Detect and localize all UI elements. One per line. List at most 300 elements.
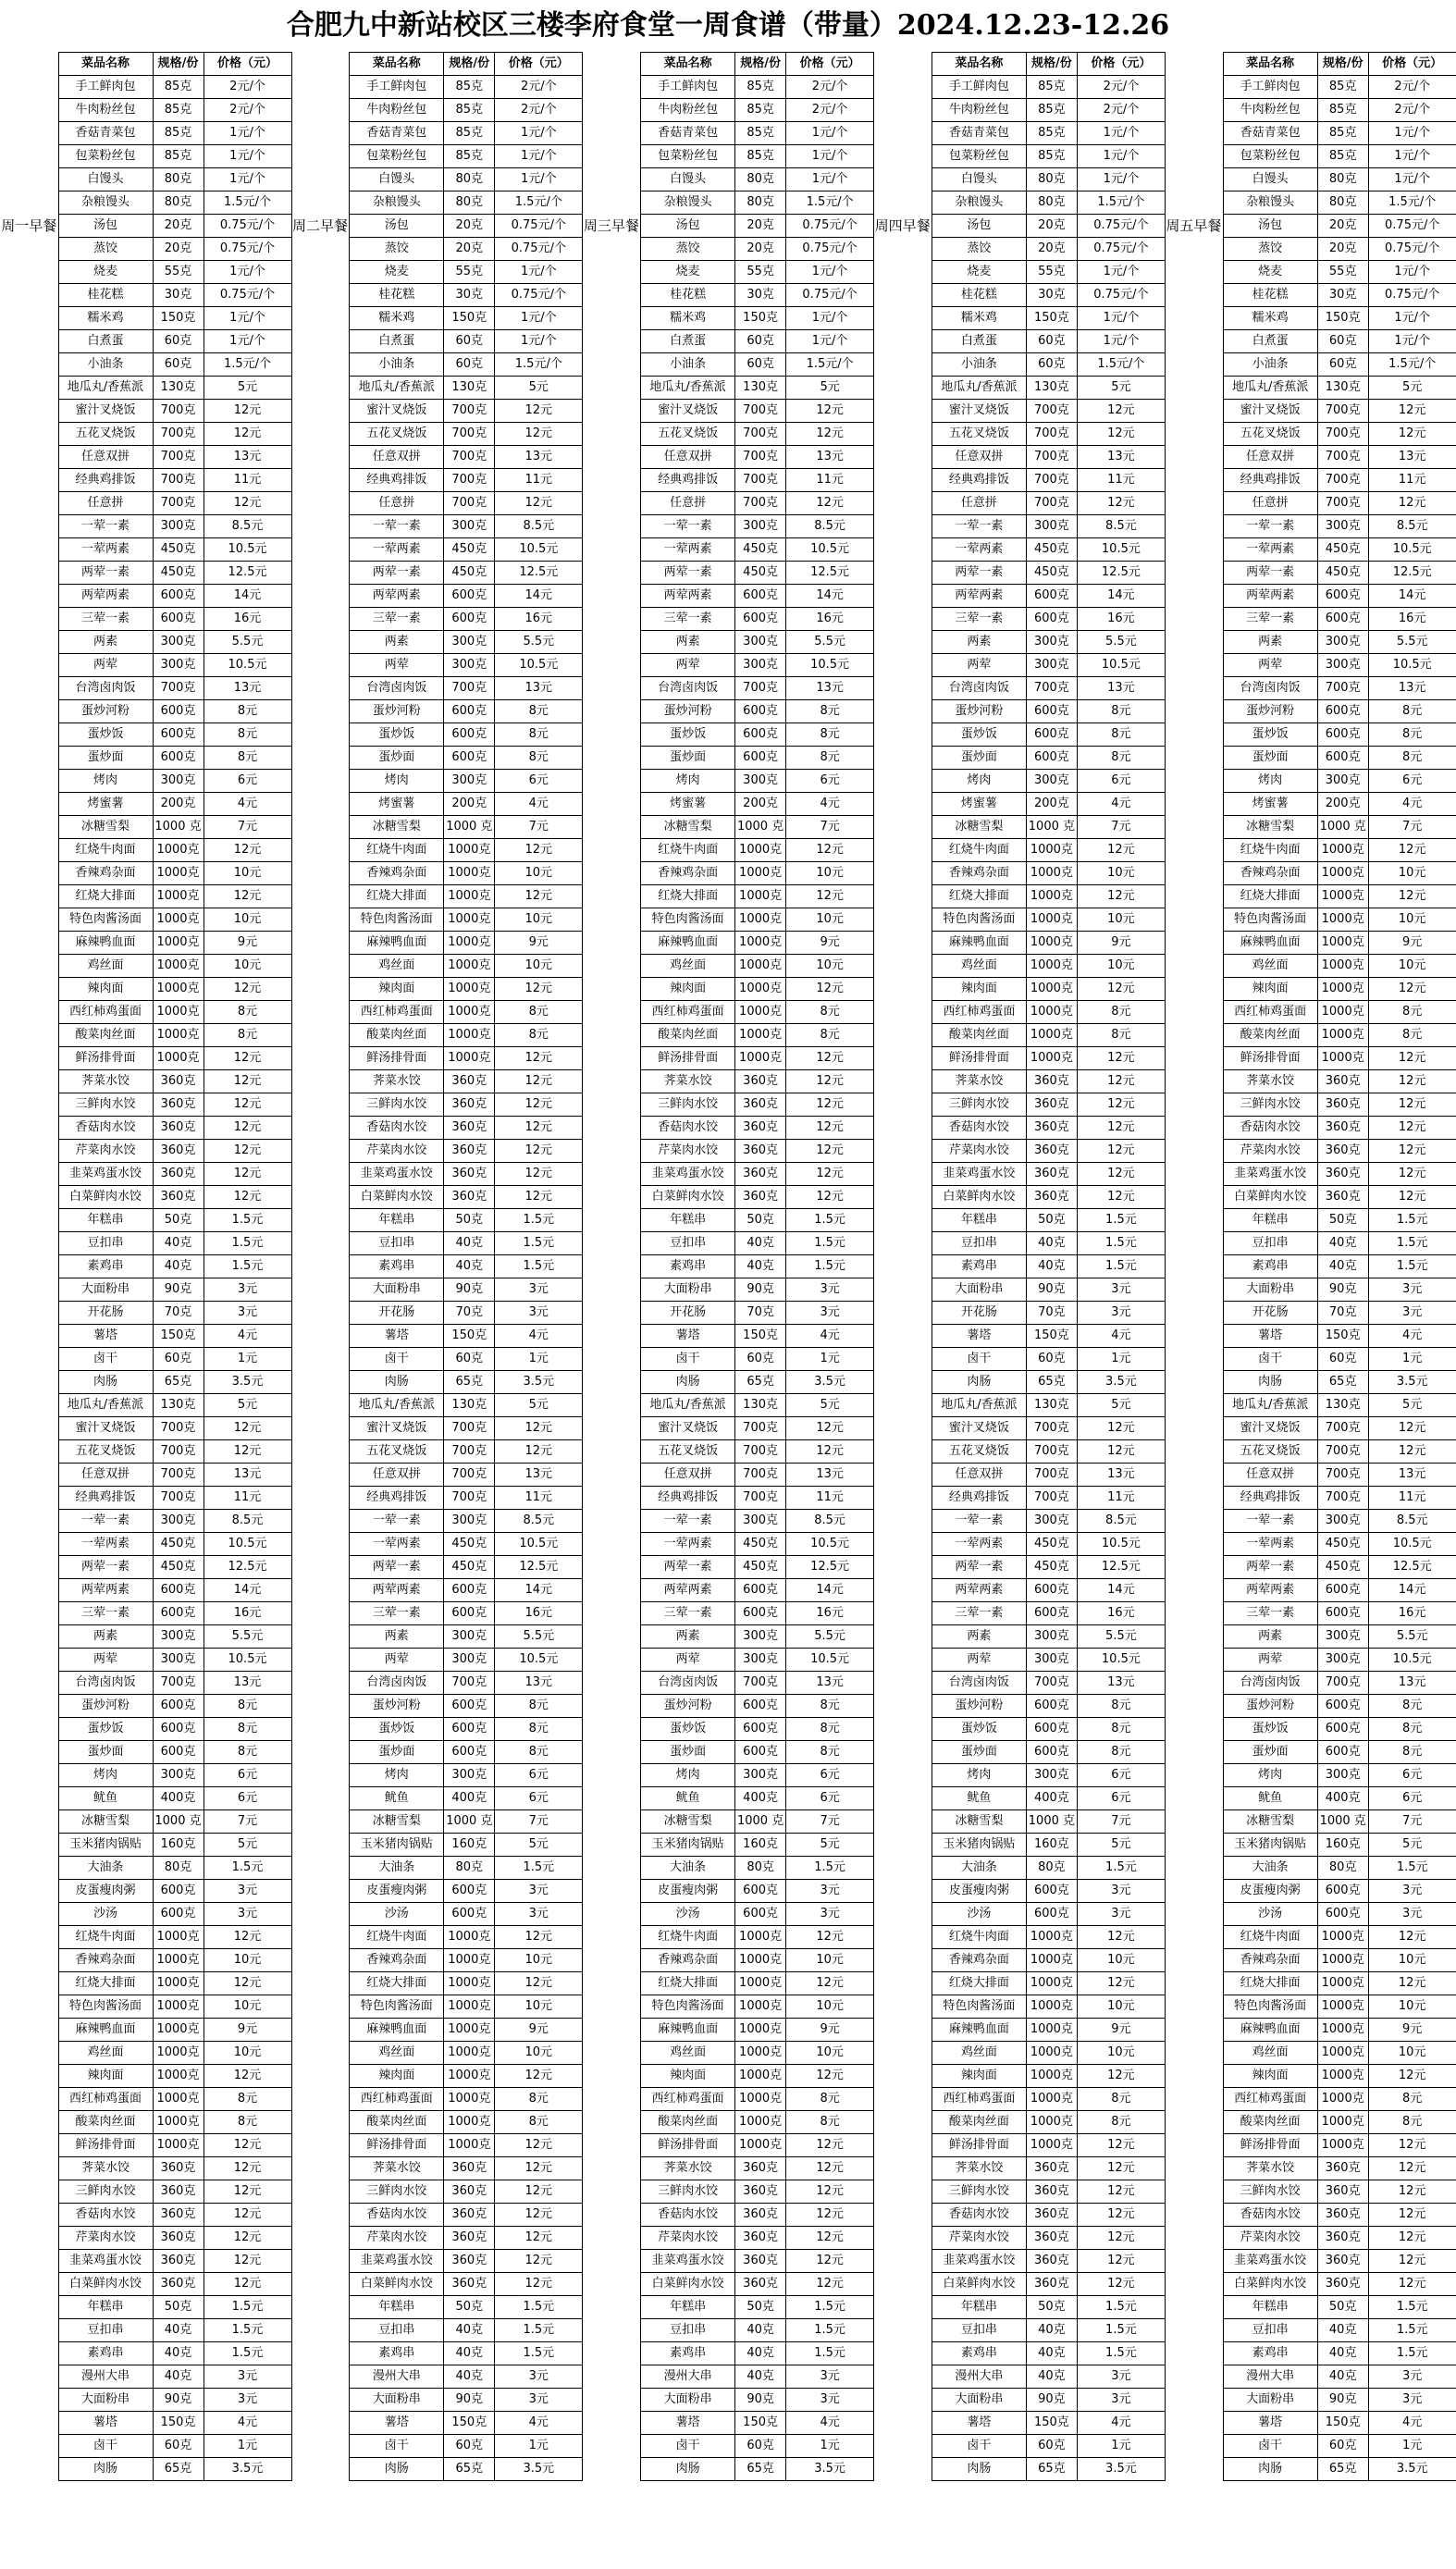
dish-spec: 65克	[444, 1371, 495, 1394]
header-spec: 规格/份	[444, 53, 495, 76]
dish-price: 12元	[1077, 1047, 1165, 1070]
dish-spec: 20克	[153, 238, 204, 261]
dish-spec: 90克	[1317, 1278, 1368, 1302]
dish-price: 8.5元	[786, 1510, 874, 1533]
dish-name: 红烧牛肉面	[350, 839, 444, 862]
dish-spec: 700克	[1317, 492, 1368, 515]
dish-spec: 1000克	[735, 1926, 786, 1949]
dish-name: 任意拼	[641, 492, 735, 515]
dish-spec: 40克	[444, 1255, 495, 1278]
dish-name: 香菇青菜包	[350, 122, 444, 145]
dish-spec: 600克	[153, 1880, 204, 1903]
dish-spec: 600克	[735, 1579, 786, 1602]
dish-spec: 700克	[444, 1487, 495, 1510]
dish-name: 五花叉烧饭	[58, 1440, 153, 1464]
dish-name: 杂粮馒头	[58, 191, 153, 215]
dish-spec: 700克	[735, 492, 786, 515]
dish-spec: 80克	[1026, 191, 1077, 215]
dish-spec: 90克	[1026, 1278, 1077, 1302]
dish-price: 12.5元	[1368, 1556, 1456, 1579]
dish-spec: 1000克	[444, 908, 495, 932]
dish-name: 蜜汁叉烧饭	[350, 1417, 444, 1440]
dish-name: 三鲜肉水饺	[932, 2180, 1026, 2204]
dish-name: 酸菜肉丝面	[1223, 2111, 1317, 2134]
dish-price: 12元	[495, 1070, 583, 1093]
dish-price: 8元	[204, 1001, 291, 1024]
dish-price: 1.5元	[1077, 1857, 1165, 1880]
dish-name: 香菇肉水饺	[350, 1117, 444, 1140]
dish-price: 12元	[204, 2250, 291, 2273]
dish-spec: 300克	[444, 1764, 495, 1787]
dish-name: 荠菜水饺	[350, 2157, 444, 2180]
dish-price: 12元	[495, 1047, 583, 1070]
dish-name: 酸菜肉丝面	[350, 1024, 444, 1047]
dish-name: 卤干	[932, 2435, 1026, 2458]
dish-name: 肉肠	[1223, 2458, 1317, 2481]
dish-price: 1.5元	[786, 2319, 874, 2342]
dish-spec: 360克	[153, 1117, 204, 1140]
dish-price: 12元	[1077, 978, 1165, 1001]
dish-price: 0.75元/个	[1368, 215, 1456, 238]
dish-spec: 130克	[153, 1394, 204, 1417]
dish-name: 蛋炒饭	[1223, 1718, 1317, 1741]
dish-price: 6元	[204, 770, 291, 793]
dish-name: 辣肉面	[932, 2065, 1026, 2088]
dish-spec: 60克	[1026, 353, 1077, 377]
dish-spec: 700克	[153, 400, 204, 423]
dish-name: 红烧牛肉面	[350, 1926, 444, 1949]
dish-price: 13元	[1368, 677, 1456, 700]
dish-name: 糯米鸡	[58, 307, 153, 330]
dish-spec: 450克	[444, 538, 495, 562]
dish-price: 1.5元	[1368, 1857, 1456, 1880]
dish-price: 9元	[495, 932, 583, 955]
dish-spec: 150克	[1026, 1325, 1077, 1348]
dish-name: 芹菜肉水饺	[350, 1140, 444, 1163]
dish-name: 两荤两素	[641, 1579, 735, 1602]
dish-price: 1元	[786, 1348, 874, 1371]
dish-name: 五花叉烧饭	[932, 1440, 1026, 1464]
dish-spec: 300克	[735, 1625, 786, 1649]
dish-name: 三荤一素	[641, 608, 735, 631]
dish-name: 荠菜水饺	[932, 1070, 1026, 1093]
dish-price: 12元	[1077, 492, 1165, 515]
dish-price: 12元	[1077, 1417, 1165, 1440]
dish-price: 1元/个	[495, 168, 583, 191]
dish-price: 7元	[1368, 816, 1456, 839]
dish-price: 10.5元	[495, 1533, 583, 1556]
dish-price: 0.75元/个	[1077, 284, 1165, 307]
dish-spec: 1000 克	[444, 816, 495, 839]
dish-name: 素鸡串	[1223, 2342, 1317, 2365]
dish-spec: 150克	[735, 1325, 786, 1348]
dish-name: 任意双拼	[58, 446, 153, 469]
dish-spec: 50克	[1026, 1209, 1077, 1232]
lunch-blank-label	[1165, 377, 1223, 1394]
dish-price: 11元	[204, 1487, 291, 1510]
dish-price: 12元	[1077, 2180, 1165, 2204]
dish-name: 皮蛋瘦肉粥	[350, 1880, 444, 1903]
dish-price: 13元	[1077, 677, 1165, 700]
dish-price: 7元	[1077, 1810, 1165, 1834]
dish-name: 五花叉烧饭	[1223, 1440, 1317, 1464]
dish-name: 豆扣串	[641, 2319, 735, 2342]
dish-spec: 80克	[1026, 168, 1077, 191]
dish-spec: 360克	[1317, 1093, 1368, 1117]
dish-name: 任意拼	[932, 492, 1026, 515]
dish-price: 13元	[786, 446, 874, 469]
dish-spec: 360克	[735, 2250, 786, 2273]
dish-spec: 90克	[153, 1278, 204, 1302]
dish-name: 一荤两素	[350, 1533, 444, 1556]
dish-name: 手工鲜肉包	[641, 76, 735, 99]
dish-spec: 1000克	[735, 839, 786, 862]
dish-price: 12元	[495, 2273, 583, 2296]
header-blank-cell	[1165, 53, 1223, 76]
dish-name: 辣肉面	[641, 2065, 735, 2088]
dish-price: 1.5元	[786, 1232, 874, 1255]
dish-price: 12元	[204, 423, 291, 446]
dish-name: 鱿鱼	[350, 1787, 444, 1810]
dish-name: 大油条	[350, 1857, 444, 1880]
dish-price: 1元/个	[495, 330, 583, 353]
dish-spec: 40克	[153, 1255, 204, 1278]
dish-spec: 60克	[1026, 2435, 1077, 2458]
dish-name: 烤肉	[350, 1764, 444, 1787]
dish-name: 蒸饺	[1223, 238, 1317, 261]
header-dish-name: 菜品名称	[1223, 53, 1317, 76]
dish-spec: 1000克	[735, 2019, 786, 2042]
weekly-menu-grid	[0, 52, 1456, 2567]
dish-name: 漫州大串	[641, 2365, 735, 2389]
dish-name: 牛肉粉丝包	[58, 99, 153, 122]
dish-price: 10元	[495, 1995, 583, 2019]
dish-price: 12元	[1077, 885, 1165, 908]
dish-price: 12元	[786, 1926, 874, 1949]
dish-name: 红烧大排面	[641, 1972, 735, 1995]
dish-spec: 700克	[1026, 446, 1077, 469]
dish-name: 特色肉酱汤面	[58, 1995, 153, 2019]
dish-name: 一荤两素	[58, 1533, 153, 1556]
dish-spec: 1000克	[444, 932, 495, 955]
dish-spec: 60克	[153, 353, 204, 377]
dish-price: 12.5元	[1077, 562, 1165, 585]
dish-spec: 200克	[444, 793, 495, 816]
dish-price: 1元	[204, 1348, 291, 1371]
dish-name: 香辣鸡杂面	[1223, 862, 1317, 885]
dish-price: 13元	[204, 1672, 291, 1695]
dish-name: 任意拼	[350, 492, 444, 515]
dish-name: 台湾卤肉饭	[350, 677, 444, 700]
dish-name: 五花叉烧饭	[641, 423, 735, 446]
dish-spec: 1000克	[444, 955, 495, 978]
dish-price: 12元	[204, 2227, 291, 2250]
dish-price: 1元/个	[204, 168, 291, 191]
dish-spec: 85克	[1026, 99, 1077, 122]
dish-spec: 600克	[153, 747, 204, 770]
dish-spec: 600克	[1026, 1880, 1077, 1903]
dish-price: 12元	[204, 2273, 291, 2296]
dish-spec: 600克	[1026, 585, 1077, 608]
dish-price: 13元	[1368, 446, 1456, 469]
dish-price: 14元	[1077, 1579, 1165, 1602]
dish-price: 3元	[495, 1278, 583, 1302]
dish-price: 10元	[786, 908, 874, 932]
dish-spec: 60克	[1026, 1348, 1077, 1371]
dish-name: 蛋炒面	[350, 747, 444, 770]
dish-price: 3元	[1077, 2389, 1165, 2412]
dish-spec: 1000克	[735, 1949, 786, 1972]
dish-name: 红烧大排面	[641, 885, 735, 908]
meal-label: 周一早餐	[0, 76, 58, 377]
dish-price: 12元	[1368, 1047, 1456, 1070]
dish-spec: 600克	[1026, 1695, 1077, 1718]
dish-spec: 1000克	[444, 2042, 495, 2065]
dish-price: 16元	[1077, 608, 1165, 631]
dish-name: 香辣鸡杂面	[932, 1949, 1026, 1972]
dish-price: 12元	[1077, 2273, 1165, 2296]
dish-spec: 40克	[1317, 2365, 1368, 2389]
dish-price: 8元	[495, 723, 583, 747]
dish-spec: 1000克	[735, 955, 786, 978]
dish-price: 10.5元	[786, 1649, 874, 1672]
dish-spec: 1000克	[1026, 1926, 1077, 1949]
dish-spec: 300克	[1026, 515, 1077, 538]
dish-name: 年糕串	[1223, 1209, 1317, 1232]
dish-spec: 160克	[444, 1834, 495, 1857]
dish-price: 12元	[204, 1417, 291, 1440]
dish-price: 0.75元/个	[204, 238, 291, 261]
dish-spec: 65克	[1317, 1371, 1368, 1394]
dish-spec: 360克	[735, 1117, 786, 1140]
table-row	[0, 1394, 291, 1417]
dish-spec: 360克	[444, 1117, 495, 1140]
dish-name: 红烧牛肉面	[58, 839, 153, 862]
dish-name: 芹菜肉水饺	[641, 1140, 735, 1163]
dish-spec: 1000克	[735, 908, 786, 932]
dish-name: 薯塔	[641, 1325, 735, 1348]
dish-name: 烤蜜薯	[58, 793, 153, 816]
dish-price: 12元	[1368, 2204, 1456, 2227]
dish-name: 鲜汤排骨面	[932, 1047, 1026, 1070]
dish-price: 12元	[1368, 423, 1456, 446]
dish-spec: 50克	[1317, 1209, 1368, 1232]
dish-name: 两荤	[58, 1649, 153, 1672]
dish-spec: 1000克	[1317, 1972, 1368, 1995]
dish-spec: 1000克	[1026, 1047, 1077, 1070]
dish-name: 白菜鲜肉水饺	[1223, 1186, 1317, 1209]
dish-spec: 1000克	[1026, 978, 1077, 1001]
dish-name: 蛋炒面	[1223, 747, 1317, 770]
dish-price: 1元/个	[1368, 261, 1456, 284]
dish-spec: 60克	[1317, 2435, 1368, 2458]
dish-name: 地瓜丸/香蕉派	[932, 377, 1026, 400]
dish-spec: 360克	[153, 1186, 204, 1209]
dish-spec: 85克	[444, 122, 495, 145]
dish-name: 韭菜鸡蛋水饺	[58, 2250, 153, 2273]
dish-name: 三荤一素	[1223, 1602, 1317, 1625]
dish-spec: 300克	[735, 515, 786, 538]
dish-price: 1元/个	[204, 122, 291, 145]
dish-spec: 60克	[735, 330, 786, 353]
dish-price: 5元	[1077, 1394, 1165, 1417]
dish-price: 1.5元	[204, 1255, 291, 1278]
dish-spec: 1000 克	[153, 816, 204, 839]
dish-price: 12元	[204, 978, 291, 1001]
dish-spec: 90克	[1317, 2389, 1368, 2412]
dish-spec: 600克	[735, 723, 786, 747]
dish-price: 8元	[1077, 700, 1165, 723]
meal-label: 周四早餐	[873, 76, 932, 377]
dish-name: 杂粮馒头	[932, 191, 1026, 215]
dish-spec: 300克	[1317, 631, 1368, 654]
dish-price: 13元	[495, 677, 583, 700]
dish-spec: 700克	[1317, 400, 1368, 423]
dish-name: 年糕串	[641, 2296, 735, 2319]
dish-spec: 70克	[1317, 1302, 1368, 1325]
dish-name: 地瓜丸/香蕉派	[350, 377, 444, 400]
dish-name: 西红柿鸡蛋面	[641, 1001, 735, 1024]
dish-price: 7元	[786, 1810, 874, 1834]
dish-name: 白菜鲜肉水饺	[58, 1186, 153, 1209]
dish-name: 蛋炒河粉	[58, 1695, 153, 1718]
dish-spec: 600克	[1317, 700, 1368, 723]
dish-price: 9元	[1077, 932, 1165, 955]
dish-name: 经典鸡排饭	[641, 469, 735, 492]
dish-name: 两素	[1223, 631, 1317, 654]
dish-name: 烤肉	[932, 770, 1026, 793]
dish-spec: 1000克	[735, 2111, 786, 2134]
dish-name: 冰糖雪梨	[641, 816, 735, 839]
dish-spec: 65克	[153, 2458, 204, 2481]
dish-spec: 360克	[1026, 2250, 1077, 2273]
dish-price: 4元	[495, 1325, 583, 1348]
dish-spec: 700克	[735, 1440, 786, 1464]
dish-spec: 40克	[1317, 2342, 1368, 2365]
dish-spec: 150克	[1317, 2412, 1368, 2435]
dish-spec: 65克	[735, 1371, 786, 1394]
dish-name: 白馒头	[1223, 168, 1317, 191]
dish-price: 12元	[786, 1117, 874, 1140]
dish-price: 5.5元	[204, 1625, 291, 1649]
dish-price: 12元	[495, 1417, 583, 1440]
dish-name: 两素	[58, 1625, 153, 1649]
dish-spec: 300克	[444, 631, 495, 654]
dish-spec: 30克	[1026, 284, 1077, 307]
dish-spec: 360克	[1317, 2180, 1368, 2204]
dish-spec: 1000 克	[444, 1810, 495, 1834]
dish-price: 5.5元	[786, 631, 874, 654]
dish-price: 12元	[1368, 492, 1456, 515]
dish-name: 蜜汁叉烧饭	[1223, 1417, 1317, 1440]
dish-spec: 1000克	[153, 1972, 204, 1995]
dish-price: 1元	[204, 2435, 291, 2458]
dish-spec: 80克	[444, 191, 495, 215]
dish-name: 两荤一素	[1223, 562, 1317, 585]
dish-name: 香菇青菜包	[58, 122, 153, 145]
dish-name: 蛋炒面	[1223, 1741, 1317, 1764]
dish-spec: 360克	[1026, 1117, 1077, 1140]
dish-name: 香菇肉水饺	[58, 2204, 153, 2227]
dish-name: 烤肉	[1223, 1764, 1317, 1787]
table-row	[1165, 1394, 1456, 1417]
dish-price: 5元	[1368, 1394, 1456, 1417]
dish-price: 1.5元	[1077, 1209, 1165, 1232]
dish-price: 11元	[1368, 469, 1456, 492]
dish-name: 特色肉酱汤面	[641, 908, 735, 932]
dish-price: 1.5元	[786, 2342, 874, 2365]
dish-spec: 85克	[1317, 145, 1368, 168]
menu-table	[873, 52, 1166, 2481]
dish-spec: 20克	[735, 238, 786, 261]
dish-price: 8元	[204, 747, 291, 770]
dish-name: 鲜汤排骨面	[641, 1047, 735, 1070]
dish-name: 特色肉酱汤面	[932, 1995, 1026, 2019]
dish-name: 白煮蛋	[350, 330, 444, 353]
dish-spec: 700克	[153, 492, 204, 515]
dish-name: 鲜汤排骨面	[932, 2134, 1026, 2157]
dish-name: 西红柿鸡蛋面	[1223, 2088, 1317, 2111]
dish-price: 8元	[786, 2111, 874, 2134]
dish-price: 10元	[786, 1949, 874, 1972]
dish-name: 特色肉酱汤面	[1223, 1995, 1317, 2019]
dish-price: 13元	[1368, 1464, 1456, 1487]
dish-price: 12元	[495, 2250, 583, 2273]
dish-spec: 1000克	[1317, 1001, 1368, 1024]
dish-name: 麻辣鸭血面	[350, 932, 444, 955]
dish-name: 汤包	[641, 215, 735, 238]
dish-name: 小油条	[641, 353, 735, 377]
dish-name: 素鸡串	[350, 1255, 444, 1278]
dish-price: 10元	[495, 2042, 583, 2065]
dish-spec: 600克	[444, 747, 495, 770]
dish-spec: 1000克	[153, 908, 204, 932]
dish-price: 3元	[1077, 1302, 1165, 1325]
dish-name: 蛋炒饭	[58, 1718, 153, 1741]
dish-price: 11元	[1368, 1487, 1456, 1510]
dish-price: 10元	[1368, 908, 1456, 932]
dish-price: 8元	[1368, 1024, 1456, 1047]
dish-price: 12.5元	[204, 1556, 291, 1579]
dish-name: 一荤一素	[641, 515, 735, 538]
dish-name: 牛肉粉丝包	[641, 99, 735, 122]
dish-price: 8元	[204, 723, 291, 747]
dish-spec: 360克	[1317, 2157, 1368, 2180]
dish-spec: 360克	[444, 2180, 495, 2204]
dish-price: 6元	[204, 1787, 291, 1810]
dish-price: 12元	[1368, 2227, 1456, 2250]
dish-spec: 1000克	[444, 2134, 495, 2157]
dish-spec: 80克	[1317, 1857, 1368, 1880]
dish-name: 素鸡串	[932, 1255, 1026, 1278]
dish-price: 12元	[786, 1047, 874, 1070]
day-column	[1165, 52, 1456, 2567]
dish-price: 12元	[786, 2180, 874, 2204]
dish-spec: 600克	[1317, 1903, 1368, 1926]
dish-spec: 40克	[735, 1255, 786, 1278]
dish-price: 10元	[786, 1995, 874, 2019]
dish-price: 3元	[1368, 1278, 1456, 1302]
dish-name: 荠菜水饺	[1223, 2157, 1317, 2180]
dish-spec: 450克	[1026, 538, 1077, 562]
dish-name: 包菜粉丝包	[58, 145, 153, 168]
dish-price: 10元	[204, 1995, 291, 2019]
dish-name: 两荤两素	[641, 585, 735, 608]
dish-spec: 130克	[444, 1394, 495, 1417]
dish-name: 蒸饺	[350, 238, 444, 261]
dish-name: 烤蜜薯	[350, 793, 444, 816]
dish-price: 0.75元/个	[495, 284, 583, 307]
